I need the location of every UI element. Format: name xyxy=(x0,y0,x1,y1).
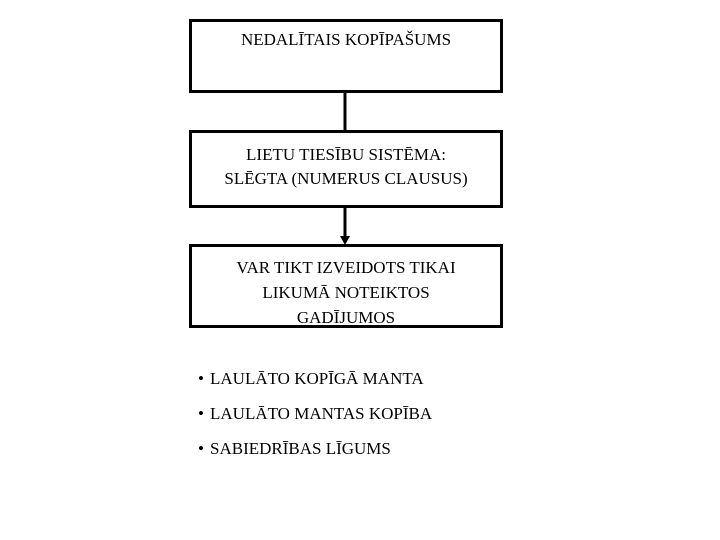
box-joint-ownership xyxy=(189,19,503,93)
bullet-list xyxy=(198,364,432,469)
list-item-label: SABIEDRĪBAS LĪGUMS xyxy=(210,439,391,458)
box-text-line: LIETU TIESĪBU SISTĒMA: xyxy=(246,145,446,164)
list-item xyxy=(198,434,432,469)
box-creation-condition xyxy=(189,244,503,328)
box-text-line: NEDALĪTAIS KOPĪPAŠUMS xyxy=(240,30,452,49)
bullet-icon: • xyxy=(198,439,204,458)
list-item xyxy=(198,399,432,434)
box-text-line: SLĒGTA (NUMERUS CLAUSUS) xyxy=(224,169,468,188)
list-item xyxy=(198,364,432,399)
bullet-icon: • xyxy=(198,404,204,423)
box-property-law-system xyxy=(189,130,503,208)
list-item-label: LAULĀTO KOPĪGĀ MANTA xyxy=(210,369,424,388)
box-text-line: GADĪJUMOS xyxy=(296,308,396,327)
box-text-line: LIKUMĀ NOTEIKTOS xyxy=(262,283,430,302)
box-text-line: VAR TIKT IZVEIDOTS TIKAI xyxy=(236,258,456,277)
bullet-icon: • xyxy=(198,369,204,388)
list-item-label: LAULĀTO MANTAS KOPĪBA xyxy=(210,404,433,423)
